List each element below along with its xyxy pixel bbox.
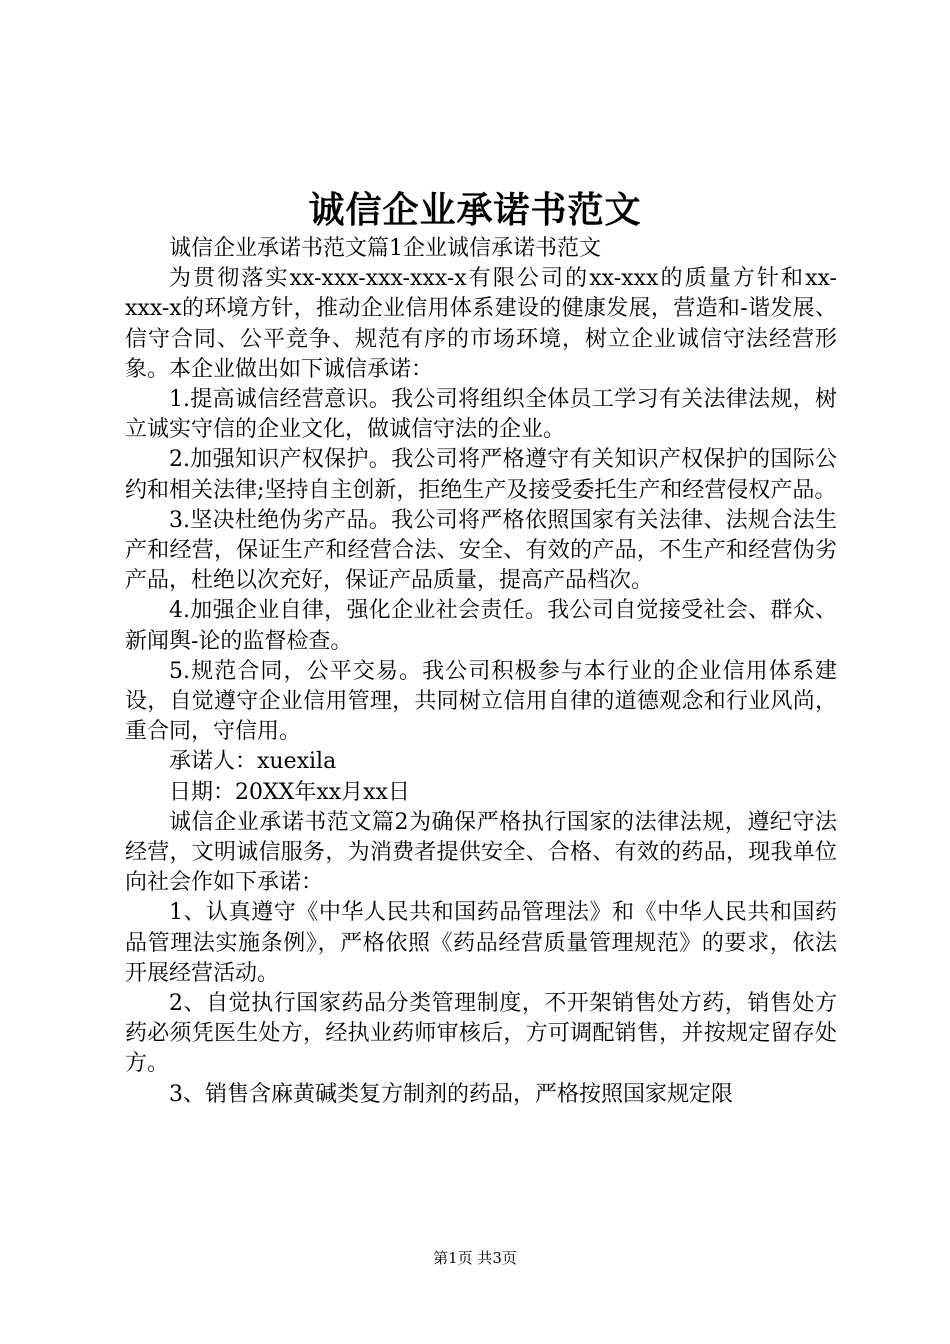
paragraph-heading-2: 诚信企业承诺书范文篇2为确保严格执行国家的法律法规，遵纪守法经营，文明诚信服务，为消费者提供安全、合格、有效的药品，现我单位向社会作如下承诺： (125, 809, 837, 896)
paragraph-heading-1: 诚信企业承诺书范文篇1企业诚信承诺书范文 (169, 236, 601, 261)
document-title: 诚信企业承诺书范文 (308, 189, 642, 231)
page-footer: 第1页 共3页 (433, 1249, 517, 1267)
paragraph-item-5: 5.规范合同，公平交易。我公司积极参与本行业的企业信用体系建设，自觉遵守企业信用管理，共同树立信用自律的道德观念和行业风尚，重合同，守信用。 (125, 658, 837, 745)
signatory-line: 承诺人：xuexila (169, 749, 337, 775)
paragraph-item-4: 4.加强企业自律，强化企业社会责任。我公司自觉接受社会、群众、新闻舆-论的监督检查。 (125, 598, 837, 654)
paragraph-item-3: 3.坚决杜绝伪劣产品。我公司将严格依照国家有关法律、法规合法生产和经营，保证生产和经营合法、安全、有效的产品，不生产和经营伪劣产品，杜绝以次充好，保证产品质量，提高产品档次。 (125, 507, 837, 594)
paragraph-item-1: 1.提高诚信经营意识。我公司将组织全体员工学习有关法律法规，树立诚实守信的企业文化，做诚信守法的企业。 (125, 387, 837, 443)
paragraph-intro: 为贯彻落实xx-xxx-xxx-xxx-x有限公司的xx-xxx的质量方针和xx-xxx-x的环境方针，推动企业信用体系建设的健康发展，营造和-谐发展、信守合同、公平竞争、规范有序的市场环境，树立企业诚信守法经营形象。本企业做出如下诚信承诺： (125, 266, 837, 382)
date-line: 日期：20XX年xx月xx日 (169, 779, 410, 805)
paragraph-item-2: 2.加强知识产权保护。我公司将严格遵守有关知识产权保护的国际公约和相关法律;坚持自主创新，拒绝生产及接受委托生产和经营侵权产品。 (125, 447, 837, 503)
paragraph-item-2-2: 2、自觉执行国家药品分类管理制度，不开架销售处方药，销售处方药必须凭医生处方，经执业药师审核后，方可调配销售，并按规定留存处方。 (125, 991, 837, 1077)
document-body (125, 234, 837, 1110)
paragraph-item-2-1: 1、认真遵守《中华人民共和国药品管理法》和《中华人民共和国药品管理法实施条例》，严格依照《药品经营质量管理规范》的要求，依法开展经营活动。 (125, 900, 837, 986)
paragraph-item-2-3: 3、销售含麻黄碱类复方制剂的药品，严格按照国家规定限 (169, 1081, 733, 1107)
